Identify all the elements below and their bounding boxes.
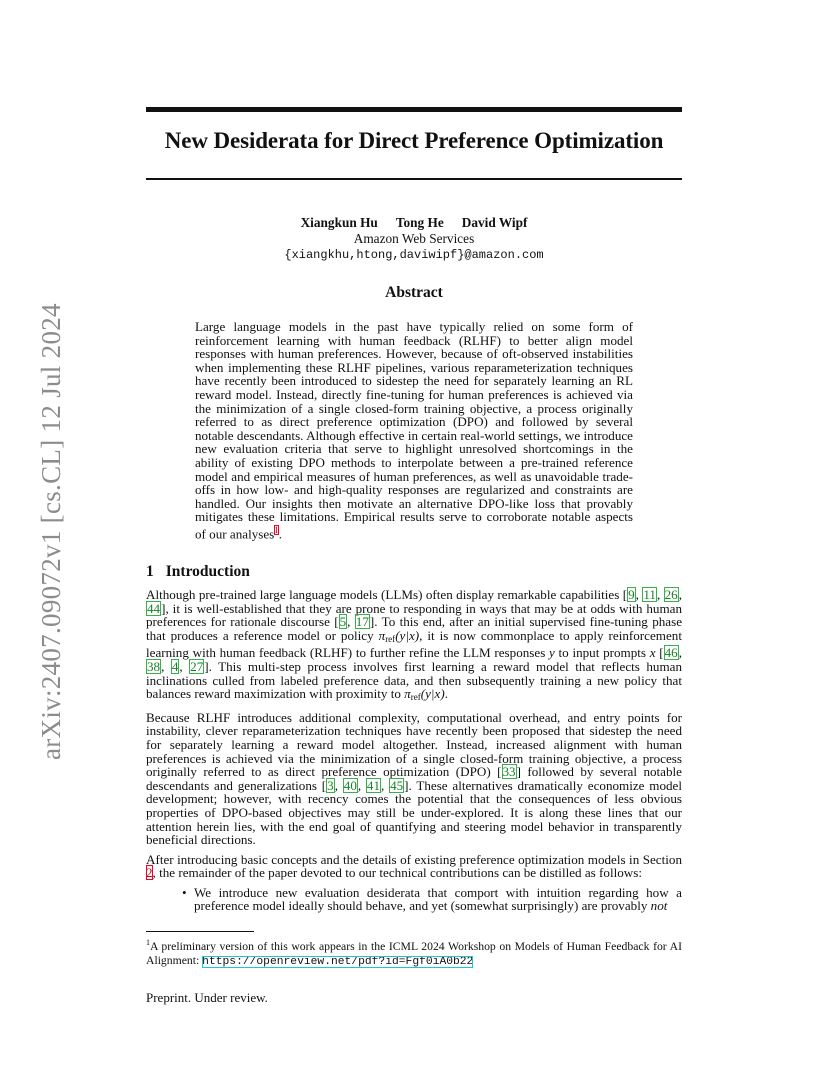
math-var: y (549, 645, 555, 661)
preprint-notice: Preprint. Under review. (146, 990, 268, 1005)
affiliation: Amazon Web Services (353, 231, 475, 246)
citation-link[interactable]: 3 (327, 777, 334, 793)
footnote-mark: 1 (146, 938, 150, 947)
text: ]. This multi-step process involves first learning a reward model that reflects human inclinations culled from labeled preference data, and then subsequently training a new policy that balances reward maximization with proximity to (146, 658, 683, 702)
author-name: Tong He (395, 215, 444, 230)
emphasis: not (650, 898, 668, 914)
paragraph: Because RLHF introduces additional complexity, computational overhead, and entry points for instability, clever reparameterization techniques have recently been proposed that sidestep the need for separately learning a reward model altogether. Instead, increased alignment with human preferences is achieved via the minimization of a single closed-form training objective, a process originally referred to as direct preference optimization (DPO) [33] followed by several notable descendants and generalizations [3, 40, 41, 45]. These alternatives dramatically economize model development; however, with recency comes the potential that the consequences of less obvious properties of DPO-based objectives may still be under-explored. It is along these lines that our attention herein lies, with the end goal of quantifying and steering model behavior in transparently beneficial directions. (146, 709, 682, 848)
citation-link[interactable]: 45 (390, 777, 404, 793)
citation-link[interactable]: 4 (171, 658, 179, 674)
citation-link[interactable]: 38 (147, 658, 161, 674)
text: ], it is well-established that they are prone to responding in ways that may be at odds with human preferences for rationale discourse [ (146, 600, 682, 630)
section-heading-introduction (146, 563, 250, 581)
text: After introducing basic concepts and the details of existing preference optimization models in Section (146, 851, 682, 867)
text: ]. These alternatives dramatically economize model development; however, with recency comes the potential that the consequences of less obvious properties of DPO-based objectives may still be under-explored. It is along these lines that our attention herein lies, with the end goal of quantifying and steering model behavior in transparently beneficial directions. (146, 777, 682, 848)
citation-link[interactable]: 11 (643, 587, 656, 602)
arxiv-sidebar-stamp: arXiv:2407.09072v1 [cs.CL] 12 Jul 2024 (36, 303, 66, 760)
citation-link[interactable]: 40 (343, 777, 357, 793)
text: , the remainder of the paper devoted to our technical contributions can be distilled as follows: (152, 865, 642, 881)
contribution-list (146, 886, 682, 913)
abstract-heading: Abstract (385, 284, 443, 301)
citation-link[interactable]: 41 (366, 777, 381, 793)
citation-link[interactable]: 5 (339, 614, 347, 630)
author-name: David Wipf (461, 215, 528, 230)
paper-title: New Desiderata for Direct Preference Optimization (164, 128, 664, 153)
text: . (444, 686, 448, 702)
section-number: 1 (146, 563, 154, 580)
math-policy: $\pi_{ref}(y|x)$ (378, 627, 420, 644)
citation-link[interactable]: 27 (190, 658, 204, 674)
author-names (146, 215, 682, 231)
text: ]. To this end, after an initial supervised fine-tuning phase that produces a reference model or policy (146, 614, 683, 643)
footnote-text: A preliminary version of this work appears in the ICML 2024 Workshop on Models of Human Feedback for AI Alignment: (146, 939, 682, 967)
abstract-body (195, 320, 633, 541)
citation-link[interactable]: 46 (664, 645, 678, 661)
text: Because RLHF introduces additional complexity, computational overhead, and entry points for instability, clever reparameterization techniques have recently been proposed that sidestep the need for separately learning a reward model altogether. Instead, increased alignment with human preferences is achieved via the minimization of a single closed-form training objective, a process originally referred to as direct preference optimization (DPO) [ (146, 709, 682, 780)
openreview-link[interactable]: https://openreview.net/pdf?id=Fgf0iA0b22 (202, 955, 474, 968)
text: , it is now commonplace to apply reinforcement learning with human feedback (RLHF) to further refine the LLM responses (146, 627, 682, 661)
citation-link[interactable]: 44 (147, 600, 161, 616)
text: Although pre-trained large language models (LLMs) often display remarkable capabilities [ (146, 587, 628, 602)
footnote-rule (146, 931, 254, 932)
citation-link[interactable]: 9 (628, 587, 635, 602)
author-name: Xiangkun Hu (300, 215, 378, 230)
citation-link[interactable]: 17 (355, 614, 369, 630)
text: We introduce new evaluation desiderata that comport with intuition regarding how a preference model ideally should behave, and yet (somewhat surprisingly) are provably (194, 884, 682, 914)
math-var: x (649, 645, 656, 661)
citation-link[interactable]: 26 (664, 587, 678, 602)
title-bottom-rule (146, 178, 682, 180)
math-policy: $\pi_{ref}(y|x)$ (404, 686, 445, 703)
author-block (146, 215, 682, 263)
paragraph: Although pre-trained large language models (LLMs) often display remarkable capabilities [9, 11, 26, 44], it is well-established that they are prone to responding in ways that may be at odds with human preferences for rationale discourse [5, 17]. To this end, after an initial supervised fine-tuning phase that produces a reference model or policy $\pi_{ref}(y|x)$, it is now commonplace to apply reinforcement learning with human feedback (RLHF) to further refine the LLM responses y to input prompts x [46, 38, 4, 27]. This multi-step process involves first learning a reward model that reflects human inclinations culled from labeled preference data, and then subsequently training a new policy that balances reward maximization with proximity to $\pi_{ref}(y|x)$. (146, 587, 683, 703)
paragraph (146, 853, 682, 880)
text: [ (655, 645, 664, 661)
footnote (146, 936, 682, 969)
title-top-rule (146, 107, 682, 112)
abstract-text: Large language models in the past have typically relied on some form of reinforcement learning with human feedback (RLHF) to better align model responses with human preferences. However, because of oft-observed instabilities when implementing these RLHF pipelines, various reparameterization techniques have recently been introduced to sidestep the need for separately learning an RL reward model. Instead, directly fine-tuning for human preferences is achieved via the minimization of a single closed-form training objective, a process originally referred to as direct preference optimization (DPO) and followed by several notable descendants. Although effective in certain real-world settings, we introduce new evaluation criteria that serve to highlight unresolved shortcomings in the ability of existing DPO methods to interpolate between a pre-trained reference model and empirical measures of human preferences, as well as unavoidable trade-offs in how low- and high-quality responses are regularized and constraints are handled. Our insights then motivate an alternative DPO-like loss that provably mitigates these limitations. Empirical results serve to corroborate notable aspects of our analyses (195, 319, 633, 542)
list-item (182, 886, 682, 913)
author-email: {xiangkhu,htong,daviwipf}@amazon.com (284, 248, 544, 262)
text: to input prompts (554, 645, 650, 661)
abstract-end: . (278, 526, 283, 542)
section-link[interactable]: 2 (146, 865, 153, 881)
citation-link[interactable]: 33 (502, 764, 516, 780)
footnote-link[interactable]: 1 (274, 524, 279, 535)
introduction-body (146, 588, 682, 913)
text: ] followed by several notable descendants and generalizations [ (146, 764, 682, 793)
section-title: Introduction (165, 563, 250, 580)
